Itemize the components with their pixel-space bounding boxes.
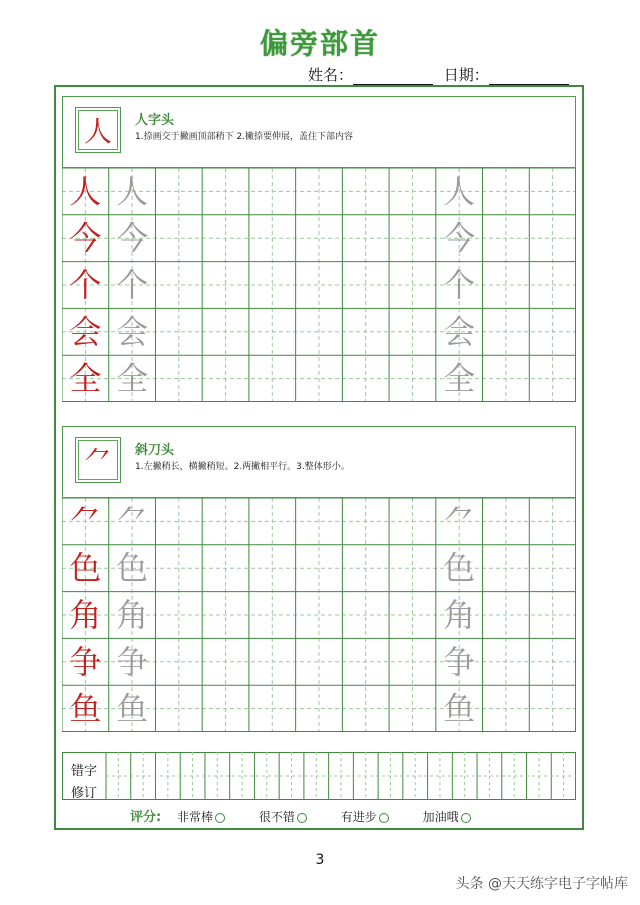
- name-field[interactable]: [353, 70, 433, 85]
- page-number: 3: [315, 852, 325, 868]
- practice-char: ⺈: [69, 502, 102, 541]
- practice-char: 鱼: [116, 689, 149, 728]
- practice-char: 角: [69, 596, 102, 634]
- fix-label-1: 错字: [70, 764, 97, 779]
- practice-char: 全: [69, 359, 102, 398]
- watermark: 头条 @天天练字电子字帖库: [455, 876, 628, 892]
- practice-char: 角: [443, 596, 476, 634]
- practice-char: 个: [69, 266, 102, 304]
- practice-grid-1[interactable]: [62, 168, 576, 402]
- score-option-4[interactable]: 加油哦: [423, 810, 471, 824]
- radical-char-1: 人: [78, 110, 118, 150]
- circle-icon: [379, 813, 389, 823]
- circle-icon: [461, 813, 471, 823]
- section-header-2: [62, 426, 576, 498]
- score-option-3[interactable]: 有进步: [341, 810, 389, 824]
- radical-box-2: [75, 437, 121, 483]
- practice-char: 全: [443, 359, 476, 398]
- practice-char: ⺈: [443, 502, 476, 541]
- practice-char: 今: [69, 219, 102, 258]
- practice-char: 争: [69, 642, 102, 681]
- score-option-2[interactable]: 很不错: [259, 810, 307, 824]
- circle-icon: [297, 813, 307, 823]
- score-option-1[interactable]: 非常棒: [177, 810, 225, 824]
- fix-label-2: 修订: [70, 786, 97, 801]
- practice-char: 色: [69, 549, 102, 588]
- practice-char: 会: [116, 312, 149, 351]
- practice-char: 人: [443, 172, 476, 211]
- section-name-1: 人字头: [135, 113, 175, 128]
- radical-char-2: ⺈: [78, 440, 118, 480]
- practice-char: 角: [116, 596, 149, 634]
- practice-char: 人: [69, 172, 102, 211]
- page-title: 偏旁部首: [259, 27, 380, 60]
- radical-box-1: [75, 107, 121, 153]
- practice-char: 个: [116, 266, 149, 304]
- circle-icon: [215, 813, 225, 823]
- practice-char: ⺈: [116, 502, 149, 541]
- name-date-row: [308, 64, 575, 85]
- practice-char: 色: [116, 549, 149, 588]
- practice-char: 争: [116, 642, 149, 681]
- section-name-2: 斜刀头: [135, 443, 175, 458]
- practice-char: 个: [443, 266, 476, 304]
- practice-char: 今: [116, 219, 149, 258]
- practice-char: 争: [443, 642, 476, 681]
- practice-char: 色: [443, 549, 476, 588]
- date-field[interactable]: [489, 70, 569, 85]
- score-label: 评分:: [130, 810, 162, 825]
- section-tip-2: 1.左撇稍长，横撇稍短。2.两撇相平行。3.整体形小。: [135, 462, 350, 472]
- practice-char: 人: [116, 172, 149, 211]
- section-tip-1: 1.捺画交于撇画顶部稍下 2.撇捺要伸展，盖住下部内容: [135, 132, 354, 142]
- date-label: 日期：: [443, 66, 489, 84]
- practice-char: 今: [443, 219, 476, 258]
- section-header-1: [62, 96, 576, 168]
- practice-grid-2[interactable]: [62, 498, 576, 732]
- correction-grid[interactable]: [62, 752, 576, 800]
- practice-char: 全: [116, 359, 149, 398]
- practice-char: 会: [69, 312, 102, 351]
- score-row: [130, 806, 501, 825]
- practice-char: 鱼: [443, 689, 476, 728]
- name-label: 姓名：: [308, 66, 354, 84]
- practice-char: 会: [443, 312, 476, 351]
- practice-char: 鱼: [69, 689, 102, 728]
